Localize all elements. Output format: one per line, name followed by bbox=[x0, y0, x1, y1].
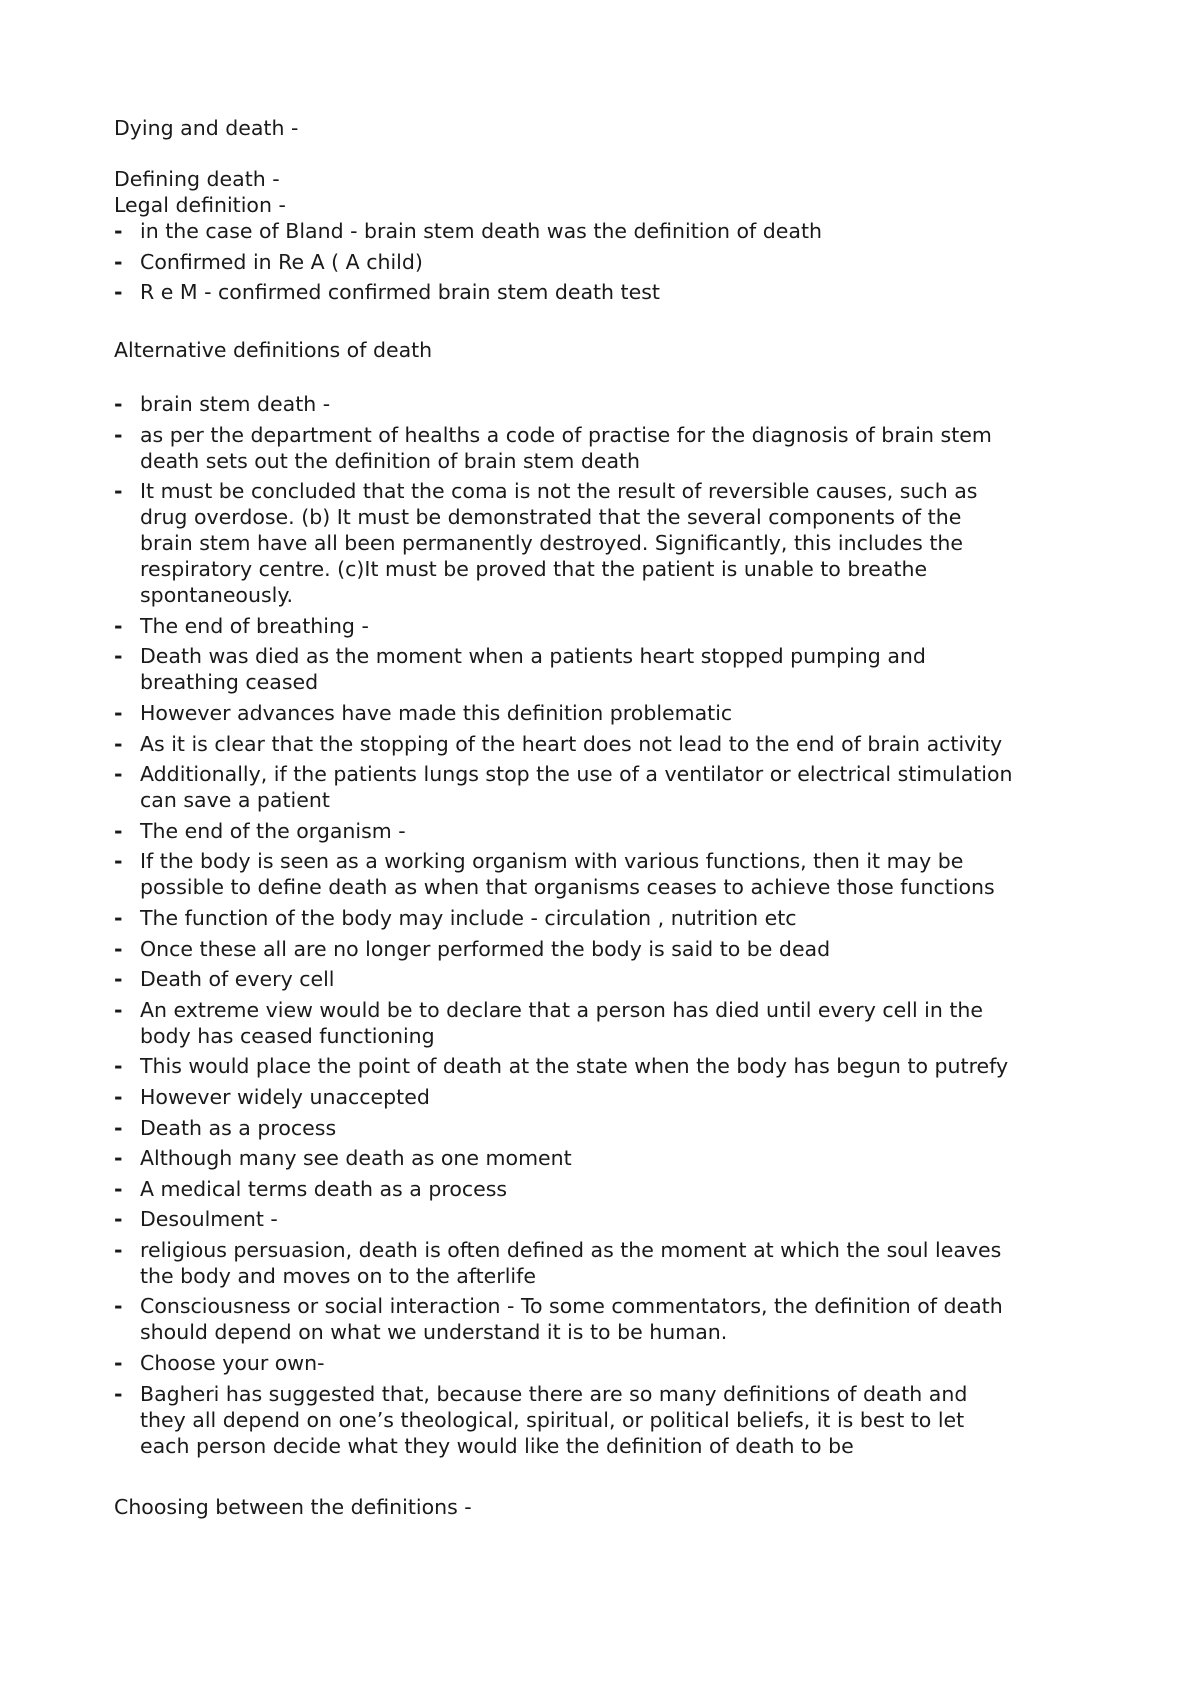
list-item bbox=[114, 700, 1114, 726]
list-item bbox=[114, 1381, 1114, 1459]
list-item-text: An extreme view would be to declare that a person has died until every cell in the body has ceased functioning bbox=[140, 997, 984, 1048]
list-item-text: Death was died as the moment when a patients heart stopped pumping and breathing ceased bbox=[140, 644, 926, 695]
list-item bbox=[114, 249, 1114, 275]
legal-definition-list bbox=[114, 218, 1114, 310]
list-item-text: Additionally, if the patients lungs stop the use of a ventilator or electrical stimulation can save a patient bbox=[140, 762, 1013, 813]
list-item bbox=[114, 1350, 1114, 1376]
bullet-dash: - bbox=[114, 731, 123, 756]
bullet-dash: - bbox=[114, 1054, 123, 1079]
list-item bbox=[114, 966, 1114, 992]
list-item-text: It must be concluded that the coma is not the result of reversible causes, such as drug overdose. (b) It must be demonstrated that the several components of the brain stem have all been permanently destroyed. Significantly, this includes the respiratory centre. (c)It must be proved that the patient is unable to breathe spontaneously. bbox=[140, 479, 978, 608]
heading-alternative-definitions: Alternative definitions of death bbox=[114, 338, 433, 362]
heading-choosing-definitions: Choosing between the definitions - bbox=[114, 1495, 472, 1519]
list-item-text: Confirmed in Re A ( A child) bbox=[140, 249, 423, 274]
list-item bbox=[114, 936, 1114, 962]
list-item-text: If the body is seen as a working organism with various functions, then it may be possible to define death as when that organisms ceases to achieve those functions bbox=[140, 849, 995, 900]
list-item-text: Once these all are no longer performed the body is said to be dead bbox=[140, 936, 831, 961]
bullet-dash: - bbox=[114, 1176, 123, 1201]
list-item bbox=[114, 731, 1114, 757]
list-item bbox=[114, 1084, 1114, 1110]
list-item-text: Bagheri has suggested that, because there are so many definitions of death and they all depend on one’s theological, spiritual, or political beliefs, it is best to let each person decide what they would like the definition of death to be bbox=[140, 1381, 968, 1458]
list-item-text: Death of every cell bbox=[140, 967, 335, 992]
bullet-dash: - bbox=[114, 762, 123, 787]
document-title: Dying and death - bbox=[114, 116, 299, 140]
bullet-dash: - bbox=[114, 1207, 123, 1232]
list-item-text: Choose your own- bbox=[140, 1351, 325, 1376]
list-item-text: religious persuasion, death is often defined as the moment at which the soul leaves the body and moves on to the afterlife bbox=[140, 1237, 1002, 1288]
list-item bbox=[114, 422, 1114, 474]
list-item-text: R e M - confirmed confirmed brain stem death test bbox=[140, 280, 660, 305]
bullet-dash: - bbox=[114, 422, 123, 447]
list-item-text: in the case of Bland - brain stem death was the definition of death bbox=[140, 219, 822, 243]
list-item bbox=[114, 1145, 1114, 1171]
list-item-text: A medical terms death as a process bbox=[140, 1176, 508, 1201]
bullet-dash: - bbox=[114, 249, 123, 274]
list-item bbox=[114, 848, 1114, 900]
bullet-dash: - bbox=[114, 479, 123, 504]
list-item bbox=[114, 279, 1114, 305]
bullet-dash: - bbox=[114, 818, 123, 843]
list-item-text: However widely unaccepted bbox=[140, 1084, 430, 1109]
list-item-text: However advances have made this definition problematic bbox=[140, 700, 733, 725]
list-item bbox=[114, 478, 1114, 608]
list-item bbox=[114, 1293, 1114, 1345]
alternative-definitions-list bbox=[114, 391, 1114, 1463]
list-item bbox=[114, 1206, 1114, 1232]
list-item-text: The end of breathing - bbox=[140, 613, 369, 638]
bullet-dash: - bbox=[114, 1146, 123, 1171]
bullet-dash: - bbox=[114, 1381, 123, 1406]
list-item-text: Death as a process bbox=[140, 1115, 337, 1140]
bullet-dash: - bbox=[114, 1084, 123, 1109]
list-item bbox=[114, 613, 1114, 639]
bullet-dash: - bbox=[114, 1294, 123, 1319]
list-item-text: The function of the body may include - circulation , nutrition etc bbox=[140, 905, 797, 930]
bullet-dash: - bbox=[114, 967, 123, 992]
list-item bbox=[114, 218, 1114, 244]
list-item bbox=[114, 905, 1114, 931]
list-item-text: Desoulment - bbox=[140, 1207, 278, 1232]
list-item-text: brain stem death - bbox=[140, 392, 331, 416]
bullet-dash: - bbox=[114, 392, 123, 416]
list-item bbox=[114, 1237, 1114, 1289]
list-item bbox=[114, 1053, 1114, 1079]
bullet-dash: - bbox=[114, 280, 123, 305]
list-item bbox=[114, 818, 1114, 844]
bullet-dash: - bbox=[114, 905, 123, 930]
bullet-dash: - bbox=[114, 644, 123, 669]
list-item-text: Consciousness or social interaction - To some commentators, the definition of death should depend on what we understand it is to be human. bbox=[140, 1294, 1003, 1345]
list-item bbox=[114, 391, 1114, 417]
bullet-dash: - bbox=[114, 613, 123, 638]
bullet-dash: - bbox=[114, 1351, 123, 1376]
bullet-dash: - bbox=[114, 997, 123, 1022]
list-item bbox=[114, 1176, 1114, 1202]
bullet-dash: - bbox=[114, 219, 123, 243]
bullet-dash: - bbox=[114, 1115, 123, 1140]
list-item-text: This would place the point of death at the state when the body has begun to putrefy bbox=[140, 1054, 1009, 1079]
bullet-dash: - bbox=[114, 1237, 123, 1262]
bullet-dash: - bbox=[114, 849, 123, 874]
list-item bbox=[114, 643, 1114, 695]
bullet-dash: - bbox=[114, 700, 123, 725]
list-item-text: as per the department of healths a code of practise for the diagnosis of brain stem death sets out the definition of brain stem death bbox=[140, 422, 992, 473]
list-item-text: The end of the organism - bbox=[140, 818, 406, 843]
bullet-dash: - bbox=[114, 936, 123, 961]
list-item-text: As it is clear that the stopping of the heart does not lead to the end of brain activity bbox=[140, 731, 1003, 756]
list-item bbox=[114, 761, 1114, 813]
list-item bbox=[114, 1115, 1114, 1141]
heading-legal-definition: Legal definition - bbox=[114, 193, 286, 217]
heading-defining-death: Defining death - bbox=[114, 167, 280, 191]
list-item-text: Although many see death as one moment bbox=[140, 1146, 572, 1171]
list-item bbox=[114, 997, 1114, 1049]
